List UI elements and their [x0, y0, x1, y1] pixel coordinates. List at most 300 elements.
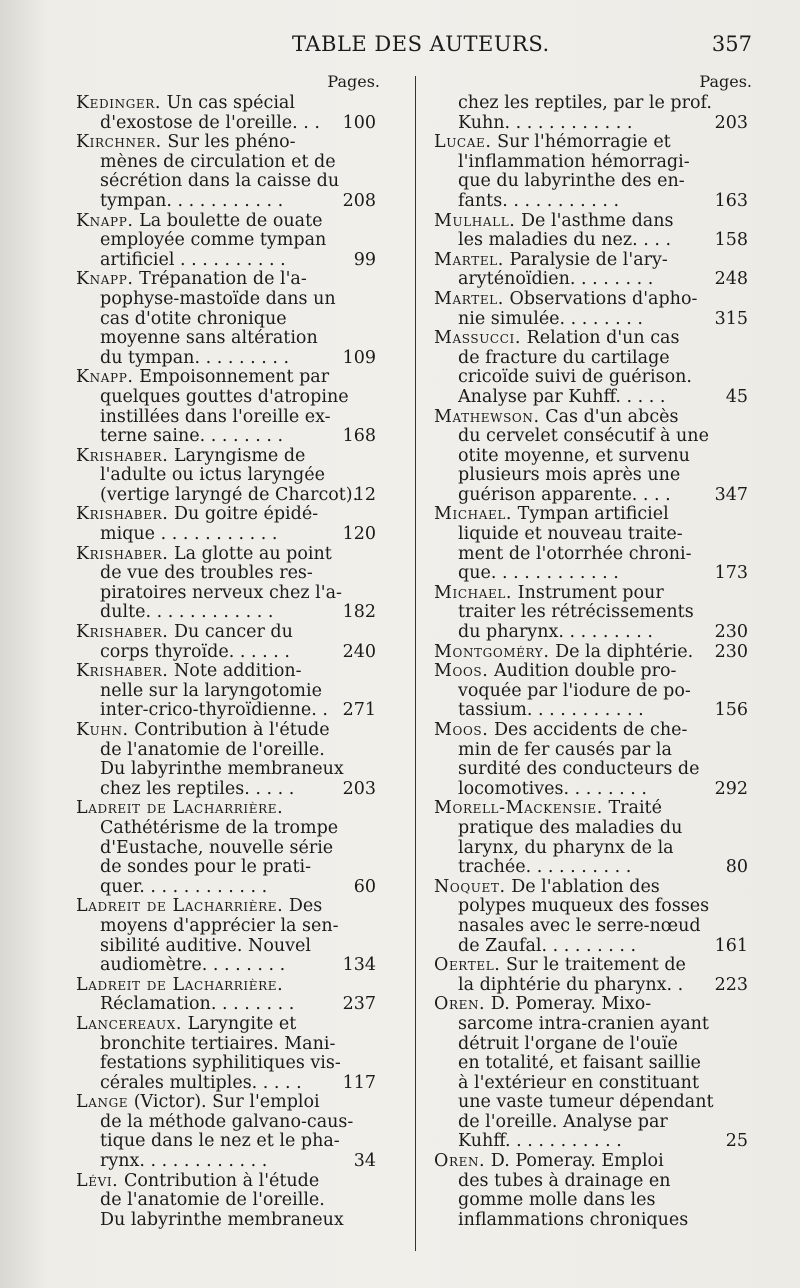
- entry-page-number: 117: [342, 1073, 376, 1093]
- entry-line: [76, 878, 406, 898]
- entry-line: [434, 956, 760, 976]
- entry-text: de l'oreille. Analyse par: [458, 1112, 668, 1132]
- entry-author: Lange: [76, 1093, 129, 1113]
- entry-author: Martel.: [434, 250, 504, 270]
- index-entry: [76, 623, 406, 662]
- entry-text: Contribution à l'étude: [123, 1171, 320, 1191]
- page-header: [0, 32, 800, 62]
- entry-text: Un cas spécial: [166, 94, 295, 113]
- entry-line: [76, 897, 406, 917]
- left-column: [76, 72, 406, 1230]
- entry-text: de l'anatomie de l'oreille.: [100, 1191, 325, 1211]
- index-entry: [434, 956, 760, 995]
- entry-text: cérales multiples. . . . .: [100, 1073, 302, 1093]
- entry-author: Moos.: [434, 721, 489, 740]
- entry-line: [76, 937, 406, 957]
- entry-page-number: 163: [714, 191, 748, 211]
- entry-line: [434, 1054, 760, 1074]
- entry-text: min de fer causés par la: [458, 740, 672, 760]
- entry-line: [434, 839, 760, 859]
- entry-line: [434, 1093, 760, 1113]
- entry-text: Cas d'un abcès: [545, 407, 679, 427]
- entry-author: Morell-Mackensie.: [434, 799, 603, 819]
- entry-line: [76, 564, 406, 584]
- entry-text: Kuhn. . . . . . . . . . . .: [458, 113, 633, 133]
- entry-line: [434, 114, 760, 134]
- index-entry: [76, 1172, 406, 1231]
- entry-text: quelques gouttes d'atropine: [100, 387, 349, 407]
- entry-text: Du labyrinthe membraneux: [100, 1210, 344, 1230]
- entry-text: de vue des troubles res-: [100, 564, 313, 584]
- entry-text: traiter les rétrécissements: [458, 603, 694, 623]
- entry-text: moyenne sans altération: [100, 329, 318, 349]
- entry-author: Ladreit de Lacharrière.: [76, 799, 284, 819]
- entry-page-number: 80: [725, 858, 748, 878]
- entry-text: Du labyrinthe membraneux: [100, 760, 344, 780]
- entry-text: sécrétion dans la caisse du: [100, 172, 340, 192]
- entry-text: cas d'otite chronique: [100, 309, 287, 329]
- entry-line: [76, 270, 406, 290]
- entry-page-number: 203: [714, 113, 748, 133]
- entry-author: Moos.: [434, 662, 489, 682]
- entry-text: à l'extérieur en constituant: [458, 1073, 699, 1093]
- entry-author: Noquet.: [434, 877, 506, 897]
- entry-line: [76, 172, 406, 192]
- entry-line: [434, 290, 760, 310]
- entry-text: guérison apparente. . . .: [458, 485, 671, 505]
- entry-line: [76, 956, 406, 976]
- entry-line: [434, 584, 760, 604]
- entry-line: [76, 231, 406, 251]
- index-entry: [434, 584, 760, 643]
- entry-author: Knapp.: [76, 211, 134, 231]
- entry-line: [76, 721, 406, 741]
- entry-text: voquée par l'iodure de po-: [458, 681, 691, 701]
- entry-line: [76, 251, 406, 271]
- entry-line: [76, 1152, 406, 1172]
- entry-page-number: 240: [342, 642, 376, 662]
- entry-line: [434, 1191, 760, 1211]
- entry-line: [434, 799, 760, 819]
- entry-line: [434, 1015, 760, 1035]
- entry-author: Kirchner.: [76, 133, 162, 153]
- entry-text: Des: [288, 897, 323, 917]
- entry-text: de sondes pour le prati-: [100, 858, 312, 878]
- pages-label: Pages.: [699, 72, 752, 91]
- entry-line: [434, 388, 760, 408]
- entry-page-number: 109: [342, 348, 376, 368]
- entry-page-number: 156: [714, 701, 748, 721]
- entry-line: [76, 1172, 406, 1192]
- entry-line: [76, 133, 406, 153]
- entry-author: Krishaber.: [76, 446, 169, 466]
- entry-text: l'inflammation hémorragi-: [458, 152, 690, 172]
- entry-text: Kuhff. . . . . . . . . . .: [458, 1132, 622, 1152]
- entry-text: larynx, du pharynx de la: [458, 838, 674, 858]
- entry-text: artificiel . . . . . . . . . .: [100, 250, 286, 270]
- entry-text: que du labyrinthe des en-: [458, 172, 685, 192]
- index-entry: [76, 545, 406, 623]
- entry-text: instillées dans l'oreille ex-: [100, 407, 331, 427]
- entry-text: Laryngisme de: [173, 446, 306, 466]
- entry-line: [76, 94, 406, 114]
- entry-page-number: 134: [342, 956, 376, 976]
- entry-author: Knapp.: [76, 368, 134, 388]
- entry-author: Krishaber.: [76, 505, 169, 525]
- entry-line: [76, 545, 406, 565]
- entry-line: [76, 505, 406, 525]
- entry-text: De la diphtérie.: [555, 642, 694, 662]
- entry-text: sibilité auditive. Nouvel: [100, 936, 311, 956]
- entry-page-number: 315: [714, 309, 748, 329]
- entry-line: [434, 270, 760, 290]
- entry-text: locomotives. . . . . . . .: [458, 779, 647, 799]
- entry-line: [434, 623, 760, 643]
- entry-line: [76, 662, 406, 682]
- entry-page-number: 34: [353, 1152, 376, 1172]
- entry-line: [434, 172, 760, 192]
- entry-text: chez les reptiles. . . . .: [100, 779, 295, 799]
- entry-line: [76, 839, 406, 859]
- entry-page-number: 45: [725, 387, 748, 407]
- entry-text: surdité des conducteurs de: [458, 760, 700, 780]
- entry-line: [76, 447, 406, 467]
- entry-text: Laryngite et: [187, 1014, 297, 1034]
- entry-line: [76, 153, 406, 173]
- entry-line: [76, 114, 406, 134]
- entry-line: [434, 643, 760, 663]
- entry-text: du cervelet consécutif à une: [458, 427, 709, 447]
- entry-text: d'Eustache, nouvelle série: [100, 838, 334, 858]
- entry-line: [434, 780, 760, 800]
- entry-author: Ladreit de Lacharrière.: [76, 897, 284, 917]
- entry-page-number: 120: [342, 525, 376, 545]
- index-entry: [76, 799, 406, 897]
- entry-line: [76, 525, 406, 545]
- entry-text: inter-crico-thyroïdienne. .: [100, 701, 328, 721]
- entry-author: Ladreit de Lacharrière.: [76, 975, 284, 995]
- entry-text: Paralysie de l'ary-: [509, 250, 668, 270]
- entry-line: [76, 819, 406, 839]
- entry-text: en totalité, et faisant saillie: [458, 1054, 701, 1074]
- entry-line: [76, 408, 406, 428]
- entry-author: Martel.: [434, 289, 504, 309]
- entry-text: tique dans le nez et le pha-: [100, 1132, 340, 1152]
- entry-text: trachée. . . . . . . . . .: [458, 858, 632, 878]
- entry-author: Kuhn.: [76, 721, 129, 740]
- entry-text: de la méthode galvano-caus-: [100, 1112, 354, 1132]
- entry-text: sarcome intra-cranien ayant: [458, 1014, 709, 1034]
- entry-line: [434, 94, 760, 114]
- entry-text: des tubes à drainage en: [458, 1171, 671, 1191]
- entry-text: Des accidents de che-: [493, 721, 688, 740]
- entry-text: nasales avec le serre-nœud: [458, 916, 701, 936]
- entry-text: cricoïde suivi de guérison.: [458, 368, 692, 388]
- index-entry: [76, 897, 406, 975]
- entry-text: bronchite tertiaires. Mani-: [100, 1034, 336, 1054]
- entry-text: (vertige laryngé de Charcot).: [100, 485, 359, 505]
- entry-text: quer. . . . . . . . . . . .: [100, 877, 268, 897]
- entry-line: [434, 1074, 760, 1094]
- index-entry: [434, 643, 760, 663]
- entry-author: Kedinger.: [76, 94, 162, 113]
- entry-author: Oertel.: [434, 956, 501, 976]
- entry-line: [76, 388, 406, 408]
- entry-text: Trépanation de l'a-: [139, 270, 307, 290]
- entry-text: dulte. . . . . . . . . . . .: [100, 603, 274, 623]
- entry-line: [434, 447, 760, 467]
- entry-text: Traité: [608, 799, 662, 819]
- entry-line: [434, 819, 760, 839]
- entry-line: [76, 701, 406, 721]
- entry-line: [76, 427, 406, 447]
- entry-text: De l'asthme dans: [521, 211, 674, 231]
- entry-page-number: 347: [714, 485, 748, 505]
- entry-text: terne saine. . . . . . . .: [100, 427, 284, 447]
- index-entry: [434, 408, 760, 506]
- index-entry: [76, 270, 406, 368]
- entry-line: [434, 349, 760, 369]
- entry-author: Lucae.: [434, 133, 492, 153]
- entry-text: Sur l'hémorragie et: [497, 133, 671, 153]
- index-entry: [434, 878, 760, 956]
- entry-page-number: 158: [714, 231, 748, 251]
- entry-line: [76, 466, 406, 486]
- entry-page-number: 100: [342, 113, 376, 133]
- entry-line: [76, 1093, 406, 1113]
- entry-author: Oren.: [434, 995, 486, 1015]
- entry-line: [434, 603, 760, 623]
- entry-text: La boulette de ouate: [139, 211, 323, 231]
- page-number: 357: [711, 32, 752, 56]
- index-entry: [76, 721, 406, 799]
- entry-line: [434, 976, 760, 996]
- entry-line: [434, 858, 760, 878]
- entry-text: d'exostose de l'oreille. . .: [100, 113, 320, 133]
- entry-line: [434, 1132, 760, 1152]
- entry-text: Sur les phéno-: [167, 133, 296, 153]
- entry-text: audiomètre. . . . . . . .: [100, 956, 286, 976]
- entry-text: nie simulée. . . . . . . .: [458, 309, 643, 329]
- entry-text: Empoisonnement par: [139, 368, 330, 388]
- entry-line: [76, 1015, 406, 1035]
- entry-line: [76, 917, 406, 937]
- entry-author: Oren.: [434, 1152, 486, 1172]
- entry-text: moyens d'apprécier la sen-: [100, 916, 339, 936]
- entry-text: polypes muqueux des fosses: [458, 897, 710, 917]
- entry-author: Krishaber.: [76, 623, 169, 643]
- entry-line: [76, 603, 406, 623]
- index-entry: [434, 995, 760, 1152]
- entry-text: inflammations chroniques: [458, 1210, 689, 1230]
- entry-line: [434, 545, 760, 565]
- index-entry: [434, 662, 760, 721]
- entry-text: Instrument pour: [517, 583, 664, 603]
- entry-text: ment de l'otorrhée chroni-: [458, 544, 692, 564]
- entry-text: fants. . . . . . . . . . .: [458, 191, 620, 211]
- entry-line: [76, 584, 406, 604]
- index-entry: [434, 799, 760, 877]
- entry-line: [76, 643, 406, 663]
- entry-text: Du cancer du: [173, 623, 293, 643]
- entry-author: Mathewson.: [434, 407, 540, 427]
- entry-text: Note addition-: [173, 662, 302, 682]
- index-entry: [434, 251, 760, 290]
- entry-text: aryténoïdien. . . . . . . .: [458, 270, 654, 290]
- entry-line: [76, 212, 406, 232]
- entry-line: [434, 133, 760, 153]
- entry-text: corps thyroïde. . . . . .: [100, 642, 290, 662]
- entry-line: [434, 741, 760, 761]
- entry-page-number: 182: [342, 603, 376, 623]
- entry-line: [434, 212, 760, 232]
- entry-line: [76, 780, 406, 800]
- index-entry: [76, 662, 406, 721]
- entry-line: [76, 1211, 406, 1231]
- entry-page-number: 292: [714, 779, 748, 799]
- entry-line: [76, 290, 406, 310]
- entry-line: [76, 858, 406, 878]
- entry-line: [434, 525, 760, 545]
- entry-text: de l'anatomie de l'oreille.: [100, 740, 325, 760]
- index-entry: [434, 1152, 760, 1230]
- index-entry: [434, 505, 760, 583]
- entry-text: la diphtérie du pharynx. .: [458, 975, 684, 995]
- entry-page-number: 173: [714, 564, 748, 584]
- page-title: TABLE DES AUTEURS.: [292, 32, 550, 56]
- entry-line: [434, 505, 760, 525]
- entry-text: tympan. . . . . . . . . . .: [100, 191, 284, 211]
- entry-line: [434, 1152, 760, 1172]
- index-entry: [434, 212, 760, 251]
- entry-page-number: 203: [342, 779, 376, 799]
- entry-text: du pharynx. . . . . . . . .: [458, 623, 653, 643]
- entry-line: [76, 310, 406, 330]
- entry-line: [434, 760, 760, 780]
- entry-text: De l'ablation des: [511, 877, 660, 897]
- entry-text: de fracture du cartilage: [458, 348, 670, 368]
- entry-line: [434, 329, 760, 349]
- entry-text: Cathétérisme de la trompe: [100, 818, 339, 838]
- entry-line: [76, 682, 406, 702]
- index-entry: [434, 721, 760, 799]
- entry-text: tassium. . . . . . . . . . .: [458, 701, 644, 721]
- entry-page-number: 12: [353, 485, 376, 505]
- entry-line: [76, 976, 406, 996]
- entry-line: [434, 231, 760, 251]
- entry-text: que. . . . . . . . . . . .: [458, 564, 619, 584]
- index-entry: [76, 976, 406, 1015]
- entry-line: [76, 1132, 406, 1152]
- entry-author: Knapp.: [76, 270, 134, 290]
- entry-line: [434, 251, 760, 271]
- entry-text: pophyse-mastoïde dans un: [100, 289, 336, 309]
- entry-text: pratique des maladies du: [458, 818, 683, 838]
- entry-author: Michael.: [434, 583, 513, 603]
- entry-text: Audition double pro-: [493, 662, 677, 682]
- entry-text: du tympan. . . . . . . . .: [100, 348, 290, 368]
- entry-text: Réclamation. . . . . . . .: [100, 995, 295, 1015]
- entry-line: [76, 192, 406, 212]
- index-entry: [434, 290, 760, 329]
- entry-line: [434, 1113, 760, 1133]
- entry-text: plusieurs mois après une: [458, 466, 681, 486]
- entry-line: [76, 995, 406, 1015]
- entry-line: [434, 310, 760, 330]
- entry-page-number: 25: [725, 1132, 748, 1152]
- entry-line: [76, 368, 406, 388]
- entry-line: [76, 1113, 406, 1133]
- entry-line: [434, 897, 760, 917]
- pages-label: Pages.: [327, 72, 380, 91]
- entry-page-number: 230: [714, 642, 748, 662]
- entry-page-number: 168: [342, 427, 376, 447]
- entry-line: [434, 701, 760, 721]
- entry-page-number: 60: [353, 877, 376, 897]
- entry-line: [434, 1211, 760, 1231]
- entry-text: (Victor). Sur l'emploi: [133, 1093, 320, 1113]
- entry-page-number: 223: [714, 975, 748, 995]
- entry-text: Du goitre épidé-: [173, 505, 319, 525]
- entry-line: [76, 741, 406, 761]
- entry-line: [434, 564, 760, 584]
- entry-text: mènes de circulation et de: [100, 152, 336, 172]
- entry-line: [76, 1191, 406, 1211]
- entry-line: [76, 623, 406, 643]
- index-entry: [434, 133, 760, 211]
- entry-page-number: 237: [342, 995, 376, 1015]
- entry-text: une vaste tumeur dépendant: [458, 1093, 714, 1113]
- entry-page-number: 99: [353, 250, 376, 270]
- entry-line: [434, 192, 760, 212]
- index-entry: [434, 94, 760, 133]
- entry-text: chez les reptiles, par le prof.: [458, 94, 712, 113]
- entry-page-number: 230: [714, 623, 748, 643]
- entry-line: [434, 995, 760, 1015]
- entry-text: D. Pomeray. Mixo-: [490, 995, 652, 1015]
- entry-text: les maladies du nez. . . .: [458, 231, 672, 251]
- entry-text: de Zaufal. . . . . . . . .: [458, 936, 637, 956]
- right-column: [434, 72, 760, 1230]
- entry-line: [76, 349, 406, 369]
- entry-line: [434, 937, 760, 957]
- index-entry: [76, 133, 406, 211]
- entry-text: mique . . . . . . . . . . .: [100, 525, 278, 545]
- entry-line: [434, 1035, 760, 1055]
- index-entry: [76, 1093, 406, 1171]
- entry-line: [434, 682, 760, 702]
- entry-text: D. Pomeray. Emploi: [490, 1152, 664, 1172]
- index-entry: [76, 94, 406, 133]
- entry-line: [434, 1172, 760, 1192]
- entry-text: Analyse par Kuhff. . . . .: [458, 387, 666, 407]
- entry-page-number: 161: [714, 936, 748, 956]
- entry-text: liquide et nouveau traite-: [458, 525, 683, 545]
- index-entry: [76, 212, 406, 271]
- entry-line: [434, 721, 760, 741]
- entry-line: [76, 760, 406, 780]
- entry-line: [76, 486, 406, 506]
- entry-author: Massucci.: [434, 329, 521, 349]
- entry-line: [434, 427, 760, 447]
- entry-line: [434, 662, 760, 682]
- entry-author: Krishaber.: [76, 544, 169, 564]
- entry-line: [76, 1054, 406, 1074]
- entry-text: gomme molle dans les: [458, 1191, 656, 1211]
- entry-text: La glotte au point: [173, 544, 332, 564]
- column-divider: [415, 76, 416, 1251]
- entry-line: [434, 917, 760, 937]
